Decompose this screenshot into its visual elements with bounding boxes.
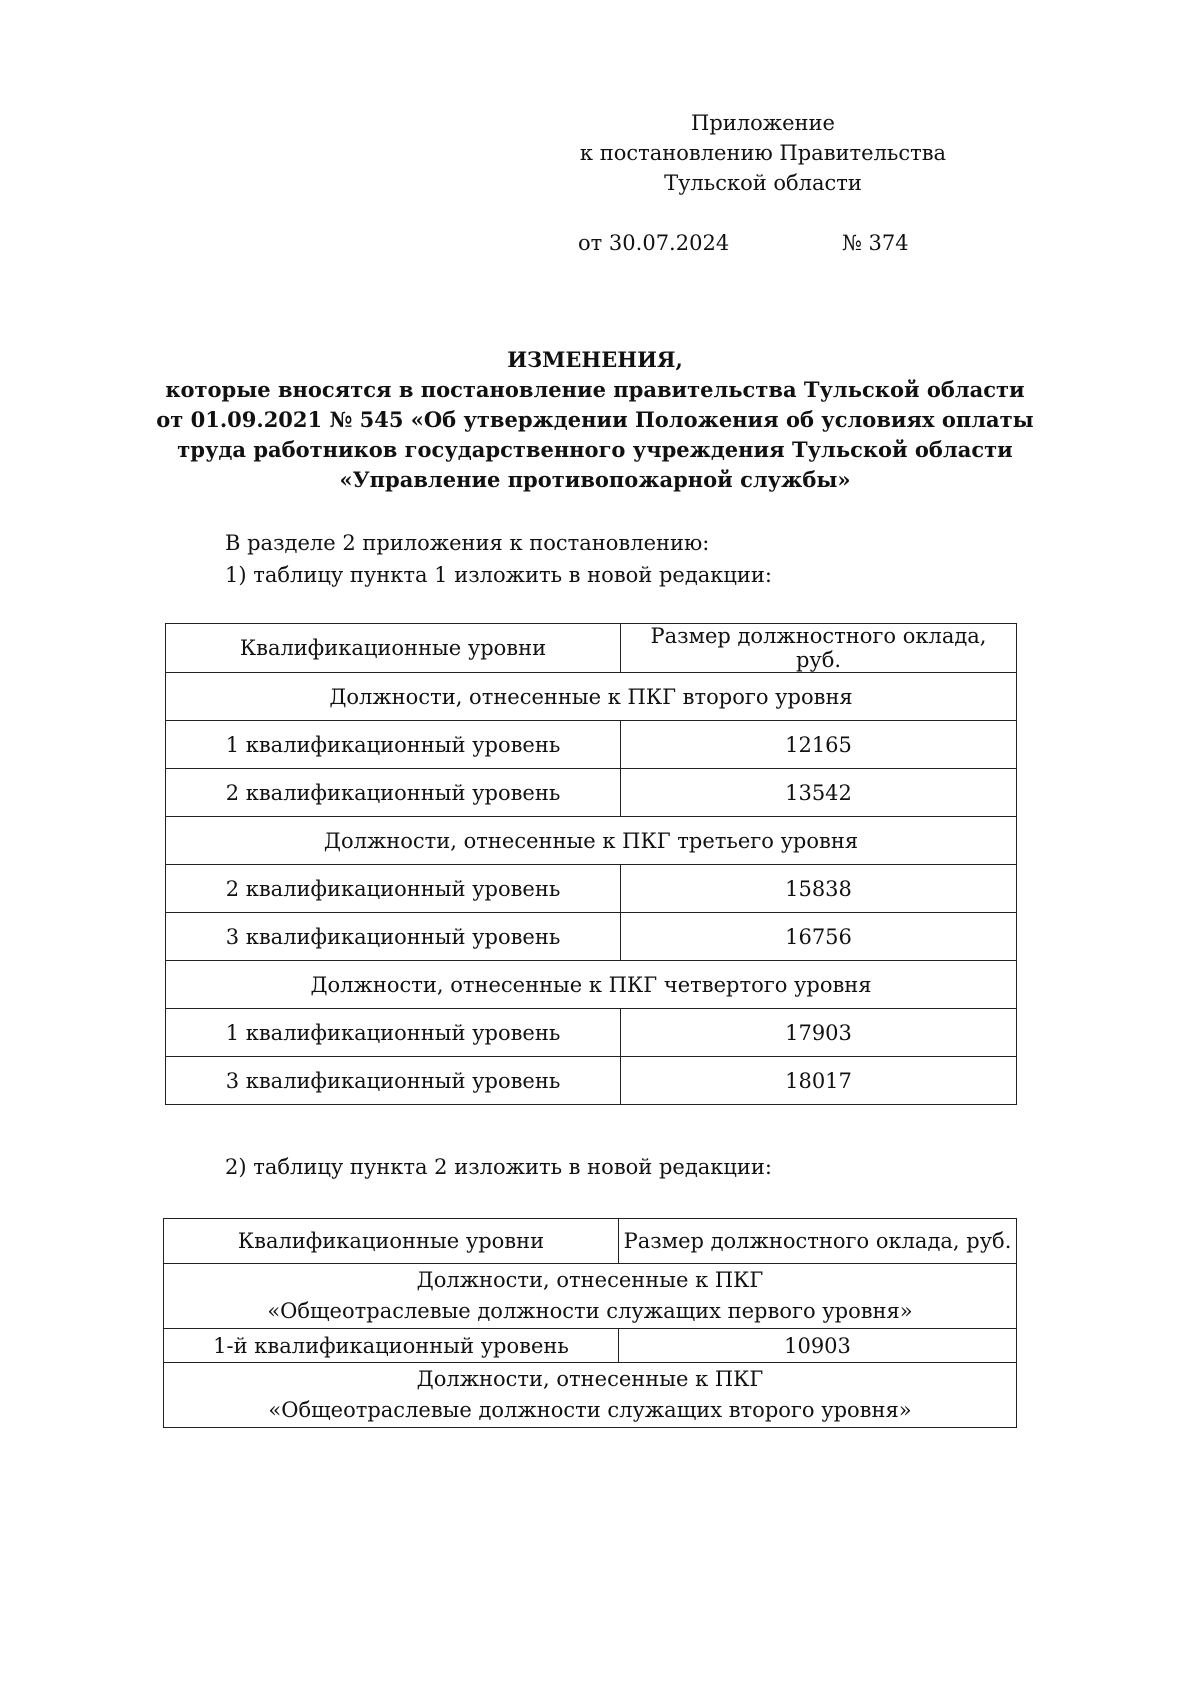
header-cell-levels: Квалификационные уровни [164, 1219, 619, 1264]
salary-cell: 12165 [621, 721, 1017, 769]
salary-cell: 16756 [621, 913, 1017, 961]
table-row [166, 1057, 1017, 1105]
group-row [164, 1363, 1017, 1428]
salary-table-1 [165, 623, 1017, 1105]
level-cell: 3 квалификационный уровень [166, 913, 621, 961]
level-cell: 1 квалификационный уровень [166, 1009, 621, 1057]
group-title-line: «Общеотраслевые должности служащих второго уровня» [268, 1398, 912, 1422]
group-title: Должности, отнесенные к ПКГ третьего уровня [166, 817, 1017, 865]
salary-cell: 18017 [621, 1057, 1017, 1105]
group-title-line: Должности, отнесенные к ПКГ [416, 1367, 764, 1391]
annex-line: к постановлению Правительства [579, 141, 947, 165]
group-title-line: Должности, отнесенные к ПКГ [416, 1268, 764, 1292]
title-line: которые вносятся в постановление правительства Тульской области [165, 377, 1025, 402]
salary-cell: 15838 [621, 865, 1017, 913]
group-row [164, 1264, 1017, 1329]
annex-line: Приложение [691, 111, 835, 135]
table-row [166, 865, 1017, 913]
section-intro: В разделе 2 приложения к постановлению: [225, 531, 710, 555]
group-title [164, 1264, 1017, 1329]
level-cell: 1-й квалификационный уровень [164, 1329, 619, 1363]
header-cell-salary: Размер должностного оклада, руб. [619, 1219, 1017, 1264]
salary-cell: 13542 [621, 769, 1017, 817]
group-row [166, 961, 1017, 1009]
table-header-row [164, 1219, 1017, 1264]
level-cell: 3 квалификационный уровень [166, 1057, 621, 1105]
group-title [164, 1363, 1017, 1428]
group-title-line: «Общеотраслевые должности служащих первого уровня» [267, 1299, 913, 1323]
table-row [166, 1009, 1017, 1057]
item-1-text: 1) таблицу пункта 1 изложить в новой редакции: [225, 563, 772, 587]
level-cell: 2 квалификационный уровень [166, 769, 621, 817]
group-row [166, 673, 1017, 721]
title-line: труда работников государственного учреждения Тульской области [177, 437, 1013, 462]
salary-table-2 [163, 1218, 1017, 1428]
resolution-number: № 374 [842, 231, 909, 255]
level-cell: 1 квалификационный уровень [166, 721, 621, 769]
document-title [150, 345, 1040, 495]
annex-header [578, 108, 948, 198]
annex-line: Тульской области [664, 171, 862, 195]
header-cell-salary: Размер должностного оклада, руб. [621, 624, 1017, 673]
table-header-row [166, 624, 1017, 673]
title-line: от 01.09.2021 № 545 «Об утверждении Положения об условиях оплаты [156, 407, 1034, 432]
table-row [166, 721, 1017, 769]
header-cell-levels: Квалификационные уровни [166, 624, 621, 673]
group-title: Должности, отнесенные к ПКГ второго уровня [166, 673, 1017, 721]
resolution-date: от 30.07.2024 [578, 231, 730, 255]
table-row [166, 913, 1017, 961]
item-2-text: 2) таблицу пункта 2 изложить в новой редакции: [225, 1155, 772, 1179]
title-line: «Управление противопожарной службы» [339, 467, 851, 492]
table-row [166, 769, 1017, 817]
level-cell: 2 квалификационный уровень [166, 865, 621, 913]
salary-cell: 17903 [621, 1009, 1017, 1057]
group-title: Должности, отнесенные к ПКГ четвертого уровня [166, 961, 1017, 1009]
title-line: ИЗМЕНЕНИЯ, [507, 347, 683, 372]
group-row [166, 817, 1017, 865]
table-row [164, 1329, 1017, 1363]
salary-cell: 10903 [619, 1329, 1017, 1363]
